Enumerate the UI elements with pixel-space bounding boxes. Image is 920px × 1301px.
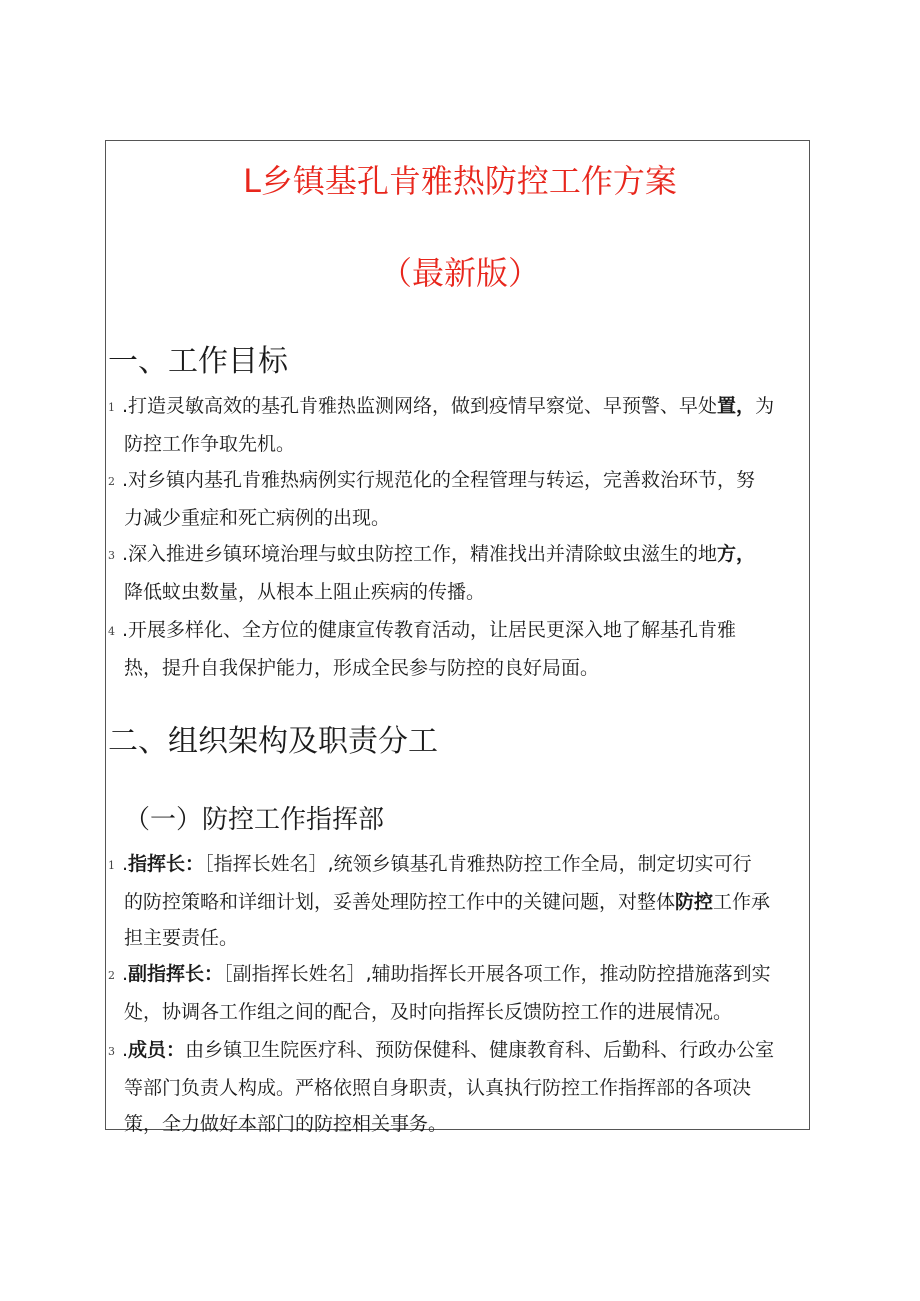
item-number: 2 [108,475,115,488]
item-number: 4 [108,625,115,638]
section-heading-organization: 二、组织架构及职责分工 [108,724,438,759]
section-heading-goals: 一、工作目标 [108,344,288,379]
command-item-1: 1 .指挥长：［指挥长姓名］,统领乡镇基孔肯雅热防控工作全局，制定切实可行 的防控策略和详细计划，妥善处理防控工作中的关键问题，对整体防控工作承 担主要责任。 [108,846,808,956]
command-item-2: 2 .副指挥长：［副指挥长姓名］,辅助指挥长开展各项工作，推动防控措施落到实 处，协调各工作组之间的配合，及时向指挥长反馈防控工作的进展情况。 [108,956,808,1030]
document-edition: （最新版） [379,254,540,292]
role-label: 指挥长： [128,853,205,875]
goal-item-2: 2 .对乡镇内基孔肯雅热病例实行规范化的全程管理与转运，完善救治环节，努 力减少重症和死亡病例的出现。 [108,462,808,536]
item-number: 1 [108,859,115,872]
role-label: 成员： [128,1039,186,1061]
item-number: 3 [108,1045,115,1058]
goal-item-3: 3 .深入推进乡镇环境治理与蚊虫防控工作，精准找出并清除蚊虫滋生的地方， 降低蚊虫数量，从根本上阻止疾病的传播。 [108,536,808,610]
document-title: L乡镇基孔肯雅热防控工作方案 [243,162,677,200]
command-item-3: 3 .成员：由乡镇卫生院医疗科、预防保健科、健康教育科、后勤科、行政办公室 等部门负责人构成。严格依照自身职责，认真执行防控工作指挥部的各项决 策，全力做好本部门的防控相关事务。 [108,1032,808,1142]
item-number: 1 [108,401,115,414]
goal-item-1: 1 .打造灵敏高效的基孔肯雅热监测网络，做到疫情早察觉、早预警、早处置，为 防控工作争取先机。 [108,388,808,462]
item-number: 3 [108,549,115,562]
subsection-heading-command: （一）防控工作指挥部 [124,805,385,835]
role-label: 副指挥长： [128,963,224,985]
item-number: 2 [108,969,115,982]
goal-item-4: 4 .开展多样化、全方位的健康宣传教育活动，让居民更深入地了解基孔肯雅 热，提升自我保护能力，形成全民参与防控的良好局面。 [108,612,808,686]
